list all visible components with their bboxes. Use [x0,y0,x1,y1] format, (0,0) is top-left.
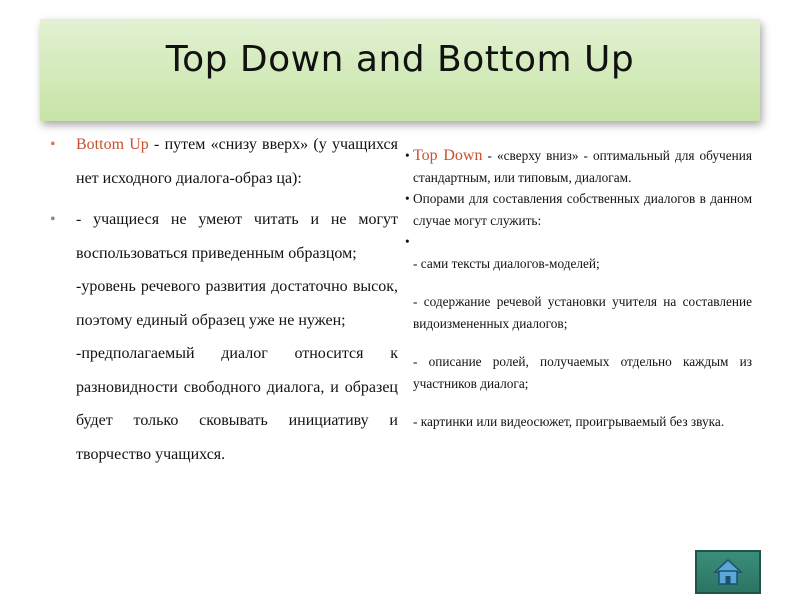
bottom-up-label: Bottom Up [76,136,149,153]
right-item-text-3: - описание ролей, получаемых отдельно каждым из участников диалога; [413,354,752,391]
bullet-icon: • [405,148,410,163]
bullet-icon: • [405,234,410,249]
left-paragraph-4 [50,337,400,471]
right-column [407,145,752,433]
slide-title-box [40,19,760,121]
slide-title: Top Down and Bottom Up [165,38,635,80]
left-paragraph-3 [50,270,400,337]
bullet-icon: • [50,136,56,153]
right-item-text-4: - картинки или видеосюжет, проигрываемый без звука. [413,414,725,429]
top-down-text [407,145,752,188]
right-item-text-2: - содержание речевой установки учителя на составление видоизмененных диалогов; [413,294,752,331]
top-down-description: - «сверху вниз» - оптимальный для обучения стандартным, или типовым, диалогам. [413,148,752,185]
left-text-4: -предполагаемый диалог относится к разновидности свободного диалога, и образец будет только сковывать инициативу и творчество учащихся. [76,345,398,463]
right-text-2: Опорами для составления собственных диалогов в данном случае могут служить: [413,191,752,228]
right-list-item-2 [407,291,752,334]
home-button[interactable] [695,550,761,594]
right-item-text-1: - сами тексты диалогов-моделей; [413,255,600,271]
left-text-3: -уровень речевого развития достаточно высок, поэтому единый образец уже не нужен; [76,278,398,329]
right-paragraph-empty [407,231,752,253]
right-list-item-3 [407,351,752,394]
left-column [50,128,400,471]
bullet-icon: • [405,191,410,206]
left-paragraph-2 [50,203,400,270]
right-list-item-1 [407,253,752,275]
right-paragraph-2 [407,188,752,231]
home-icon [713,558,743,586]
left-text-2: - учащиеся не умеют читать и не могут воспользоваться приведенным образцом; [76,211,398,262]
left-paragraph-bottom-up [50,128,400,195]
bottom-up-description: - путем «снизу вверх» (у учащихся нет исходного диалога-образ ца): [76,136,398,187]
right-list-item-4 [407,411,752,433]
right-paragraph-top-down [407,145,752,188]
top-down-label: Top Down [413,147,483,164]
bottom-up-text [76,128,398,195]
bullet-icon: • [50,211,56,228]
